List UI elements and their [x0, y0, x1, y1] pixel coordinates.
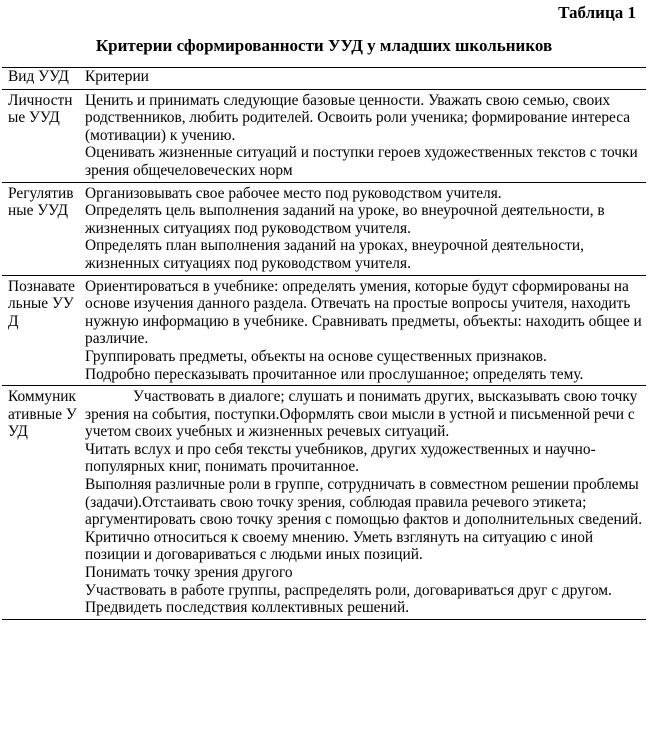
table-caption: Критерии сформированности УУД у младших школьников [95, 36, 553, 55]
header-type: Вид УУД [2, 68, 79, 90]
criteria-item: Критично относиться к своему мнению. Уметь взглянуть на ситуацию с иной позиции и договариваться с людьми иных позиций. [85, 528, 594, 564]
criteria-item: Определять цель выполнения заданий на уроке, во внеурочной деятельности, в жизненных ситуациях под руководством учителя. [85, 202, 605, 237]
criteria-item: Ориентироваться в учебнике: определять умения, которые будут сформированы на основе изучения данного раздела. Отвечать на простые вопросы учителя, находить нужную информацию в учебнике. Сравнивать предметы, объекты: находить общее и различие. [85, 277, 642, 348]
table-row-communicative [2, 386, 646, 620]
criteria-cell [79, 275, 646, 386]
table-header-row [2, 68, 646, 90]
criteria-item: Ценить и принимать следующие базовые ценности. Уважать свою семью, своих родственников, любить родителей. Освоить роли ученика; формирование интереса (мотивации) к учению. [85, 91, 631, 144]
criteria-item: Группировать предметы, объекты на основе существенных признаков. [85, 347, 547, 365]
criteria-cell [79, 182, 646, 275]
uud-type: Коммуникативные УУД [2, 386, 79, 620]
criteria-item: Выполняя различные роли в группе, сотрудничать в совместном решении проблемы (задачи).Отстаивать свою точку зрения, соблюдая правила речевого этикета; аргументировать свою точку зрения с помощью фактов и дополнительных сведений. [85, 476, 643, 529]
criteria-item: Подробно пересказывать прочитанное или прослушанное; определять тему. [85, 365, 584, 383]
table-number: Таблица 1 [558, 3, 636, 22]
criteria-cell [79, 89, 646, 182]
criteria-item: Понимать точку зрения другого [85, 564, 293, 582]
criteria-item: Участвовать в работе группы, распределять роли, договариваться друг с другом. Предвидеть последствия коллективных решений. [85, 581, 612, 617]
uud-type: Регулятивные УУД [2, 182, 79, 275]
table-row-cognitive [2, 275, 646, 386]
criteria-table [2, 67, 646, 620]
uud-type: Личностные УУД [2, 89, 79, 182]
criteria-item: Определять план выполнения заданий на уроках, внеурочной деятельности, жизненных ситуациях под руководством учителя. [85, 237, 584, 272]
criteria-cell [79, 386, 646, 620]
criteria-item: Участвовать в диалоге; слушать и понимать других, высказывать свою точку зрения на события, поступки.Оформлять свои мысли в устной и письменной речи с учетом своих учебных и жизненных речевых ситуаций. [85, 388, 638, 441]
header-criteria: Критерии [79, 68, 646, 90]
criteria-item: Оценивать жизненные ситуаций и поступки героев художественных текстов с точки зрения общечеловеческих норм [85, 144, 638, 179]
criteria-item: Организовывать свое рабочее место под руководством учителя. [85, 184, 502, 202]
table-row-regulatory [2, 182, 646, 275]
criteria-item: Читать вслух и про себя тексты учебников, других художественных и научно-популярных книг, понимать прочитанное. [85, 440, 596, 476]
table-row-personal [2, 89, 646, 182]
uud-type: Познавательные УУД [2, 275, 79, 386]
